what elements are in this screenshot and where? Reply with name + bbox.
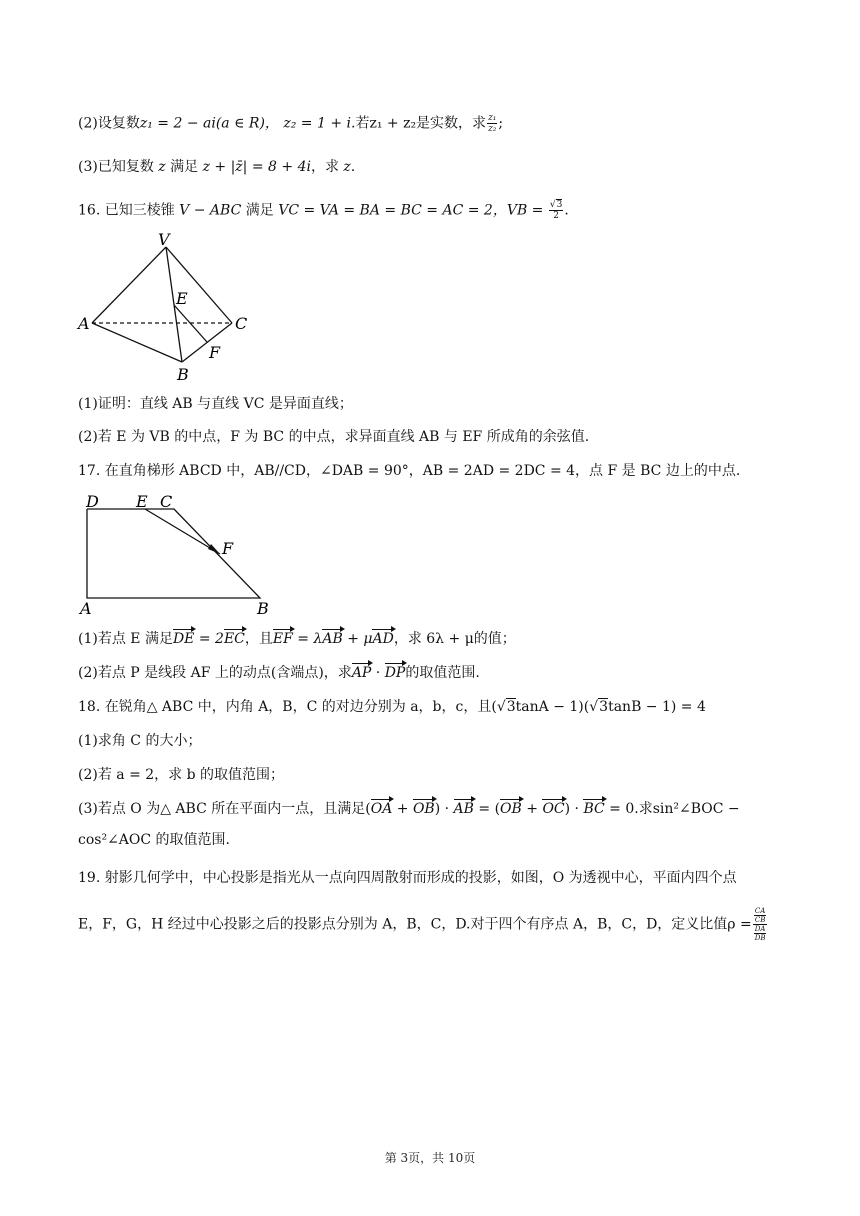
text: ;: [498, 115, 504, 132]
top-den: CB: [754, 916, 766, 924]
ratio-fraction: [753, 907, 768, 942]
denominator: 2: [553, 211, 559, 221]
text: 满足: [241, 202, 279, 219]
segment-EF: [145, 509, 220, 554]
text: ，求: [310, 159, 344, 175]
text: E，F，G，H 经过中心投影之后的投影点分别为 A，B，C，D.对于四个有序点 A，B，C，D，定义比值ρ =: [78, 916, 752, 933]
denominator: z₂: [488, 124, 497, 134]
label-F: F: [222, 539, 234, 558]
q19-line1: 19. 射影几何学中，中心投影是指光从一点向四周散射而形成的投影，如图，O 为透视中心，平面内四个点: [78, 870, 737, 886]
math: z: [158, 159, 166, 175]
text: +: [521, 801, 543, 817]
text: +: [392, 801, 413, 817]
vector: OB: [412, 801, 435, 817]
text: tanA − 1)(: [515, 699, 590, 715]
vector: BC: [583, 801, 605, 817]
radicand: 3: [556, 200, 563, 210]
bot-num: DA: [754, 925, 766, 933]
q17-stem: 17. 在直角梯形 ABCD 中，AB//CD，∠DAB = 90°，AB = 2AD = 2DC = 4，点 F 是 BC 边上的中点.: [78, 463, 741, 479]
math: z: [343, 159, 351, 175]
edge-VC: [166, 247, 232, 323]
label-A: A: [78, 314, 90, 333]
q18-stem: 18. 在锐角△ ABC 中，内角 A，B，C 的对边分别为 a，b，c，且(√3tanA − 1)(√3tanB − 1) = 4: [78, 699, 706, 715]
tetrahedron-figure: [74, 228, 264, 386]
text: 16. 已知三棱锥: [78, 202, 180, 219]
label-F: F: [209, 343, 221, 362]
numerator: [753, 907, 768, 925]
q18-part1: (1)求角 C 的大小；: [78, 733, 202, 749]
fraction: [549, 200, 563, 221]
vector: OB: [500, 801, 522, 817]
text: 的取值范围.: [405, 665, 480, 681]
label-C: C: [160, 492, 173, 511]
label-A: A: [80, 599, 92, 618]
text: (2)设复数: [78, 115, 140, 132]
q17-part1: [78, 629, 516, 649]
math: = λ: [292, 631, 323, 647]
text: tanB − 1) = 4: [608, 699, 706, 715]
q18-part3-line2: cos²∠AOC 的取值范围.: [78, 832, 230, 848]
fraction: [487, 113, 497, 134]
radicand: 3: [506, 699, 516, 715]
text: .: [564, 202, 569, 219]
edge-BC: [182, 323, 232, 362]
text: .: [350, 159, 356, 175]
label-E: E: [176, 289, 188, 308]
numerator: √3: [549, 200, 563, 210]
edge-VA: [92, 247, 166, 323]
top-num: CA: [754, 907, 766, 915]
math: = 2: [194, 631, 224, 647]
bot-den: DB: [754, 934, 766, 942]
numerator: z₁: [488, 113, 497, 123]
label-V: V: [158, 230, 170, 249]
text: ，且: [244, 631, 273, 647]
math: z₂ = 1 + i.: [283, 115, 356, 132]
q16-part2: (2)若 E 为 VB 的中点，F 为 BC 的中点，求异面直线 AB 与 EF 所成角的余弦值.: [78, 429, 590, 445]
text: = 0.求sin²∠BOC −: [604, 801, 740, 817]
q15-part2: [78, 113, 503, 134]
q18-part3: [78, 799, 740, 819]
q16-part1: (1)证明：直线 AB 与直线 VC 是异面直线；: [78, 396, 353, 412]
denominator: [753, 925, 768, 942]
text: ) ·: [434, 801, 454, 817]
vector: EF: [272, 631, 293, 647]
trapezoid-figure: [74, 488, 274, 618]
text: ) ·: [564, 801, 584, 817]
math: z + |z̄| = 8 + 4i: [202, 159, 311, 175]
text: (3)已知复数: [78, 159, 159, 175]
text: 18. 在锐角△ ABC 中，内角 A，B，C 的对边分别为 a，b，c，且(: [78, 699, 497, 715]
text: (1)若点 E 满足: [78, 631, 173, 647]
label-D: D: [86, 492, 99, 511]
label-C: C: [235, 314, 248, 333]
math: VC = VA = BA = BC = AC = 2，VB =: [278, 202, 548, 219]
math: V − ABC: [179, 202, 242, 219]
vector: DE: [172, 631, 195, 647]
page-footer: 第 3页，共 10页: [384, 1151, 476, 1165]
q19-line2: [78, 907, 768, 942]
vector: EC: [223, 631, 245, 647]
math: z₁ = 2 − ai(a ∈ R)，: [139, 115, 279, 132]
q16-stem: [78, 200, 569, 221]
vector: AD: [372, 631, 394, 647]
text: (3)若点 O 为△ ABC 所在平面内一点，且满足(: [78, 801, 371, 817]
label-B: B: [257, 599, 269, 618]
q18-part2: (2)若 a = 2，求 b 的取值范围；: [78, 767, 285, 783]
vector: AP: [351, 665, 372, 681]
label-B: B: [177, 365, 189, 384]
text: 若z₁ + z₂是实数，求: [355, 115, 487, 132]
text: ，求 6λ + μ的值；: [393, 631, 516, 647]
q15-part3: [78, 157, 355, 177]
q17-part2: [78, 663, 480, 683]
text: = (: [473, 801, 501, 817]
vector: AB: [322, 631, 343, 647]
vector: DP: [384, 665, 406, 681]
text: ·: [371, 665, 385, 681]
vector: OC: [542, 801, 565, 817]
trapezoid-ABCD: [87, 509, 260, 598]
vector: AB: [453, 801, 474, 817]
vector: OA: [370, 801, 393, 817]
label-E: E: [136, 492, 148, 511]
radicand: 3: [599, 699, 609, 715]
edge-AB: [92, 323, 182, 362]
math: + μ: [342, 631, 373, 647]
text: 满足: [165, 159, 203, 175]
text: (2)若点 P 是线段 AF 上的动点(含端点)，求: [78, 665, 352, 681]
